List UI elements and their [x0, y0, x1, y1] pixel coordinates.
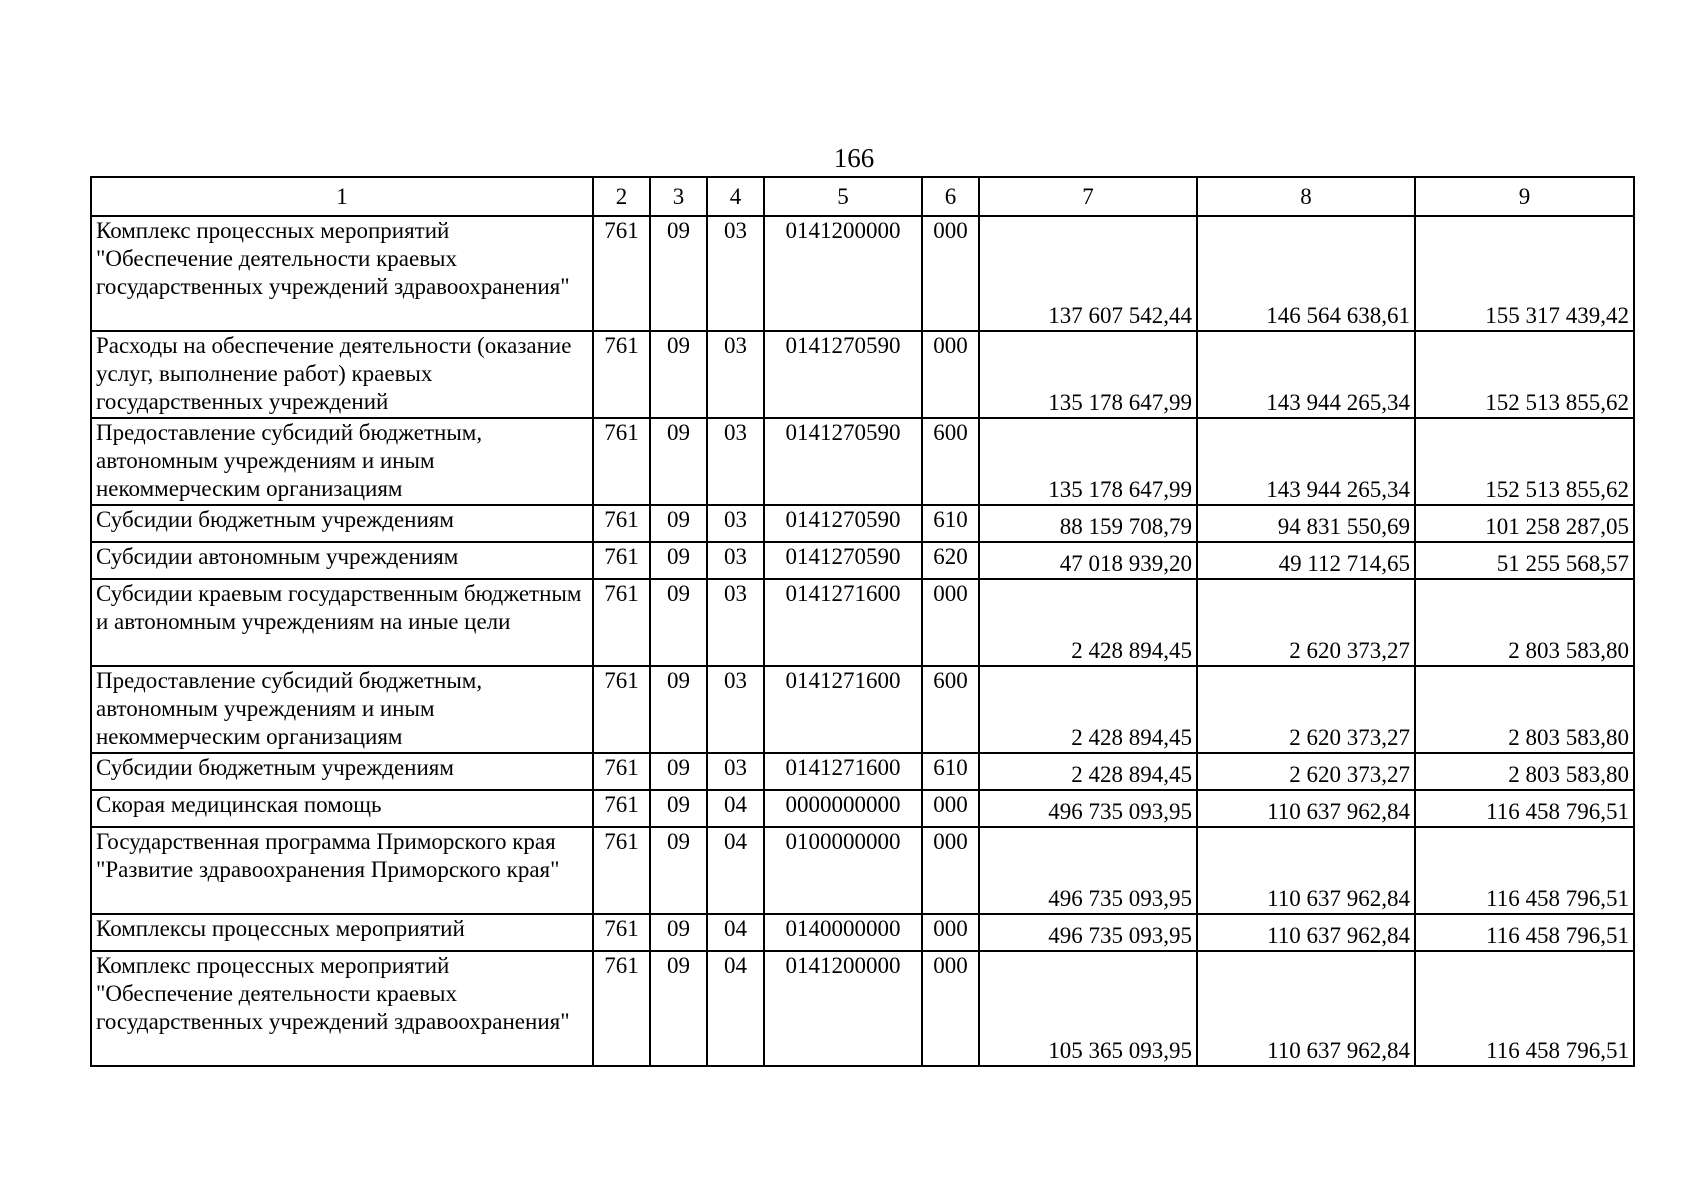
- amount-col-9: 116 458 796,51: [1415, 790, 1634, 827]
- amount-col-7: 496 735 093,95: [979, 790, 1197, 827]
- section-code: 09: [650, 331, 707, 418]
- amount-col-7: 135 178 647,99: [979, 331, 1197, 418]
- target-article-code: 0000000000: [764, 790, 922, 827]
- header-col-9: 9: [1415, 177, 1634, 216]
- target-article-code: 0141271600: [764, 666, 922, 753]
- amount-col-8: 110 637 962,84: [1197, 827, 1415, 914]
- amount-col-9: 152 513 855,62: [1415, 331, 1634, 418]
- expense-name: Предоставление субсидий бюджетным, автономным учреждениям и иным некоммерческим организациям: [91, 666, 593, 753]
- amount-col-7: 88 159 708,79: [979, 505, 1197, 542]
- subsection-code: 03: [707, 505, 764, 542]
- header-col-3: 3: [650, 177, 707, 216]
- expense-name: Субсидии бюджетным учреждениям: [91, 753, 593, 790]
- subsection-code: 03: [707, 666, 764, 753]
- amount-col-7: 135 178 647,99: [979, 418, 1197, 505]
- target-article-code: 0140000000: [764, 914, 922, 951]
- amount-col-8: 110 637 962,84: [1197, 951, 1415, 1066]
- header-col-8: 8: [1197, 177, 1415, 216]
- expense-name: Комплексы процессных мероприятий: [91, 914, 593, 951]
- section-code: 09: [650, 666, 707, 753]
- amount-col-8: 94 831 550,69: [1197, 505, 1415, 542]
- expense-type-code: 000: [922, 790, 979, 827]
- ministry-code: 761: [593, 827, 650, 914]
- ministry-code: 761: [593, 951, 650, 1066]
- amount-col-8: 2 620 373,27: [1197, 753, 1415, 790]
- subsection-code: 04: [707, 827, 764, 914]
- ministry-code: 761: [593, 790, 650, 827]
- subsection-code: 03: [707, 331, 764, 418]
- expense-type-code: 610: [922, 753, 979, 790]
- section-code: 09: [650, 914, 707, 951]
- section-code: 09: [650, 753, 707, 790]
- expense-type-code: 600: [922, 418, 979, 505]
- header-col-7: 7: [979, 177, 1197, 216]
- table-row: [91, 666, 1634, 753]
- subsection-code: 03: [707, 542, 764, 579]
- subsection-code: 04: [707, 790, 764, 827]
- subsection-code: 03: [707, 753, 764, 790]
- expense-name: Скорая медицинская помощь: [91, 790, 593, 827]
- expense-type-code: 000: [922, 914, 979, 951]
- amount-col-7: 2 428 894,45: [979, 579, 1197, 666]
- section-code: 09: [650, 505, 707, 542]
- subsection-code: 04: [707, 914, 764, 951]
- amount-col-8: 110 637 962,84: [1197, 914, 1415, 951]
- table-row: [91, 542, 1634, 579]
- expense-type-code: 000: [922, 216, 979, 331]
- ministry-code: 761: [593, 216, 650, 331]
- amount-col-8: 2 620 373,27: [1197, 666, 1415, 753]
- header-col-1: 1: [91, 177, 593, 216]
- header-col-4: 4: [707, 177, 764, 216]
- expense-type-code: 000: [922, 331, 979, 418]
- amount-col-7: 47 018 939,20: [979, 542, 1197, 579]
- table-row: [91, 418, 1634, 505]
- target-article-code: 0141271600: [764, 753, 922, 790]
- target-article-code: 0100000000: [764, 827, 922, 914]
- subsection-code: 03: [707, 418, 764, 505]
- expense-type-code: 600: [922, 666, 979, 753]
- amount-col-8: 49 112 714,65: [1197, 542, 1415, 579]
- expense-type-code: 000: [922, 827, 979, 914]
- expense-name: Комплекс процессных мероприятий "Обеспечение деятельности краевых государственных учреждений здравоохранения": [91, 951, 593, 1066]
- amount-col-8: 143 944 265,34: [1197, 331, 1415, 418]
- amount-col-7: 496 735 093,95: [979, 827, 1197, 914]
- target-article-code: 0141200000: [764, 216, 922, 331]
- table-row: [91, 505, 1634, 542]
- amount-col-9: 2 803 583,80: [1415, 579, 1634, 666]
- amount-col-7: 137 607 542,44: [979, 216, 1197, 331]
- subsection-code: 03: [707, 216, 764, 331]
- section-code: 09: [650, 216, 707, 331]
- expense-name: Комплекс процессных мероприятий "Обеспечение деятельности краевых государственных учреждений здравоохранения": [91, 216, 593, 331]
- target-article-code: 0141200000: [764, 951, 922, 1066]
- amount-col-9: 116 458 796,51: [1415, 951, 1634, 1066]
- amount-col-8: 110 637 962,84: [1197, 790, 1415, 827]
- target-article-code: 0141270590: [764, 331, 922, 418]
- table-row: [91, 579, 1634, 666]
- amount-col-7: 2 428 894,45: [979, 753, 1197, 790]
- amount-col-9: 116 458 796,51: [1415, 827, 1634, 914]
- target-article-code: 0141271600: [764, 579, 922, 666]
- section-code: 09: [650, 542, 707, 579]
- expense-name: Субсидии автономным учреждениям: [91, 542, 593, 579]
- expense-name: Предоставление субсидий бюджетным, автономным учреждениям и иным некоммерческим организациям: [91, 418, 593, 505]
- amount-col-9: 101 258 287,05: [1415, 505, 1634, 542]
- ministry-code: 761: [593, 579, 650, 666]
- subsection-code: 03: [707, 579, 764, 666]
- budget-table: [90, 176, 1635, 1067]
- amount-col-9: 2 803 583,80: [1415, 666, 1634, 753]
- expense-type-code: 620: [922, 542, 979, 579]
- amount-col-9: 152 513 855,62: [1415, 418, 1634, 505]
- ministry-code: 761: [593, 505, 650, 542]
- table-row: [91, 216, 1634, 331]
- page-number: 166: [833, 143, 875, 173]
- amount-col-7: 496 735 093,95: [979, 914, 1197, 951]
- expense-type-code: 610: [922, 505, 979, 542]
- table-row: [91, 331, 1634, 418]
- expense-name: Государственная программа Приморского края "Развитие здравоохранения Приморского края": [91, 827, 593, 914]
- header-col-5: 5: [764, 177, 922, 216]
- section-code: 09: [650, 827, 707, 914]
- section-code: 09: [650, 790, 707, 827]
- expense-name: Расходы на обеспечение деятельности (оказание услуг, выполнение работ) краевых государственных учреждений: [91, 331, 593, 418]
- table-row: [91, 827, 1634, 914]
- expense-name: Субсидии бюджетным учреждениям: [91, 505, 593, 542]
- target-article-code: 0141270590: [764, 505, 922, 542]
- ministry-code: 761: [593, 418, 650, 505]
- amount-col-7: 2 428 894,45: [979, 666, 1197, 753]
- section-code: 09: [650, 951, 707, 1066]
- ministry-code: 761: [593, 666, 650, 753]
- table-row: [91, 914, 1634, 951]
- amount-col-9: 2 803 583,80: [1415, 753, 1634, 790]
- table-row: [91, 951, 1634, 1066]
- amount-col-8: 143 944 265,34: [1197, 418, 1415, 505]
- section-code: 09: [650, 418, 707, 505]
- column-number-header-row: [91, 177, 1634, 216]
- section-code: 09: [650, 579, 707, 666]
- target-article-code: 0141270590: [764, 542, 922, 579]
- table-row: [91, 753, 1634, 790]
- amount-col-7: 105 365 093,95: [979, 951, 1197, 1066]
- amount-col-8: 146 564 638,61: [1197, 216, 1415, 331]
- ministry-code: 761: [593, 542, 650, 579]
- expense-name: Субсидии краевым государственным бюджетным и автономным учреждениям на иные цели: [91, 579, 593, 666]
- ministry-code: 761: [593, 914, 650, 951]
- amount-col-9: 51 255 568,57: [1415, 542, 1634, 579]
- ministry-code: 761: [593, 753, 650, 790]
- amount-col-9: 116 458 796,51: [1415, 914, 1634, 951]
- table-row: [91, 790, 1634, 827]
- ministry-code: 761: [593, 331, 650, 418]
- target-article-code: 0141270590: [764, 418, 922, 505]
- header-col-2: 2: [593, 177, 650, 216]
- amount-col-9: 155 317 439,42: [1415, 216, 1634, 331]
- expense-type-code: 000: [922, 579, 979, 666]
- amount-col-8: 2 620 373,27: [1197, 579, 1415, 666]
- expense-type-code: 000: [922, 951, 979, 1066]
- header-col-6: 6: [922, 177, 979, 216]
- subsection-code: 04: [707, 951, 764, 1066]
